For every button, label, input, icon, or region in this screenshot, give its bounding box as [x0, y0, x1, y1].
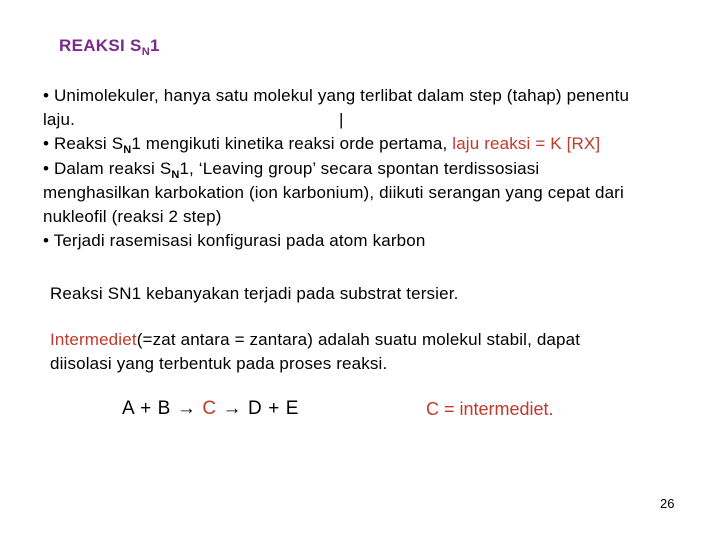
- equation-part-2: → D + E: [216, 398, 300, 419]
- rate-law-text: laju reaksi = K [RX]: [452, 134, 601, 154]
- text-cursor: |: [339, 110, 344, 130]
- intermediet-definition: (=zat antara = zantara) adalah suatu molekul stabil, dapat: [136, 330, 581, 349]
- title-suffix: 1: [149, 36, 160, 55]
- equation-intermediate: C: [202, 398, 217, 419]
- intermediet-term: Intermediet: [50, 330, 137, 349]
- bullet-line-4-subscript: N: [171, 168, 180, 181]
- equation-part-1: A + B →: [122, 398, 203, 419]
- reaction-equation: [122, 398, 299, 420]
- page-number: 26: [660, 496, 675, 511]
- bullet-line-5: menghasilkan karbokation (ion karbonium), diikuti serangan yang cepat dari: [43, 182, 624, 202]
- bullet-list: [43, 84, 720, 253]
- bullet-line-4-text-b: 1, ‘Leaving group’ secara spontan terdissosiasi: [179, 158, 540, 178]
- bullet-line-2-text: laju.: [43, 110, 75, 130]
- title-prefix: REAKSI S: [59, 36, 142, 55]
- bullet-line-2: [43, 108, 720, 132]
- bullet-line-3-subscript: N: [123, 144, 132, 157]
- bullet-line-7: • Terjadi rasemisasi konfigurasi pada atom karbon: [43, 231, 426, 251]
- bullet-line-4-text-a: • Dalam reaksi S: [43, 158, 172, 178]
- bullet-line-1: • Unimolekuler, hanya satu molekul yang terlibat dalam step (tahap) penentu: [43, 86, 630, 105]
- bullet-line-4: [43, 157, 720, 181]
- bullet-line-3-text-b: 1 mengikuti kinetika reaksi orde pertama,: [131, 134, 453, 154]
- bullet-line-3-text-a: • Reaksi S: [43, 134, 124, 154]
- paragraph-substrate: Reaksi SN1 kebanyakan terjadi pada substrat tersier.: [50, 284, 459, 303]
- paragraph-intermediet-line-2: diisolasi yang terbentuk pada proses reaksi.: [50, 354, 388, 373]
- slide-title: [59, 36, 160, 58]
- bullet-line-3: [43, 132, 720, 156]
- paragraph-intermediet: [50, 328, 580, 376]
- paragraph-intermediet-line-1: [50, 328, 580, 352]
- bullet-line-6: nukleofil (reaksi 2 step): [43, 207, 222, 227]
- title-subscript: N: [141, 46, 150, 58]
- equation-note: C = intermediet.: [426, 399, 554, 419]
